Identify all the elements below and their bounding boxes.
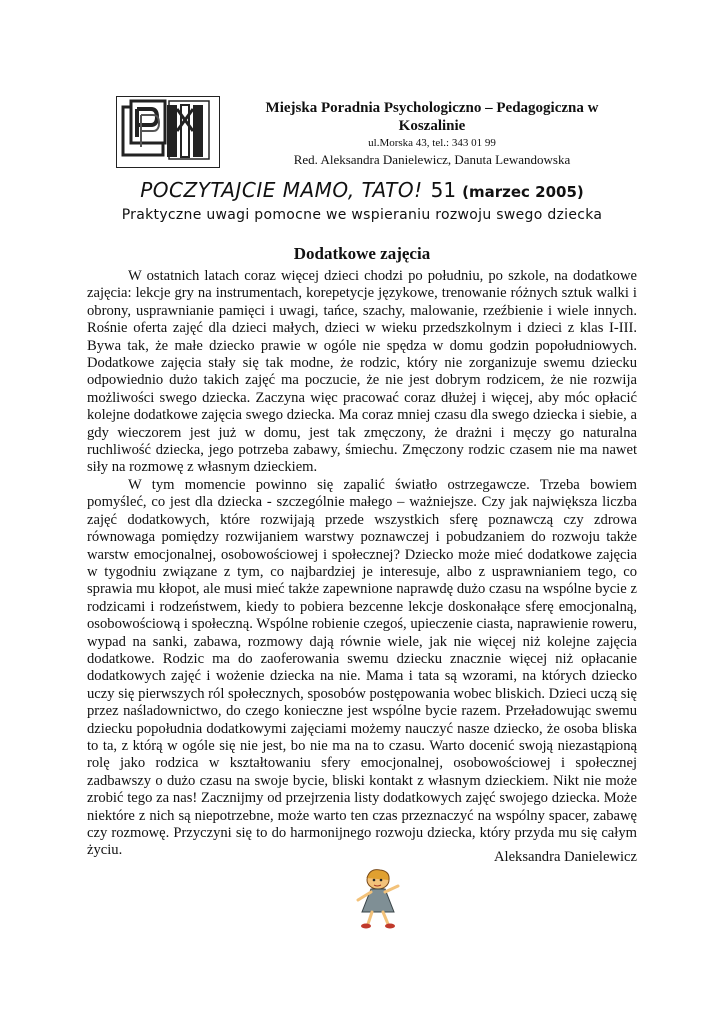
series-name: POCZYTAJCIE MAMO, TATO! bbox=[140, 178, 423, 202]
series-title bbox=[0, 178, 724, 202]
institution-name: Miejska Poradnia Psychologiczno – Pedagogiczna w Koszalinie bbox=[265, 100, 599, 134]
article-paragraph: W ostatnich latach coraz więcej dzieci chodzi po południu, po szkole, na dodatkowe zajęcia: lekcje gry na instrumentach, korepetycje językowe, trenowanie różnych sztuk walki i obrony, usprawnianie pamięci i uwagi, tańce, szachy, malowanie, rzeźbienie i wiele innych. Rośnie oferta zajęć dla dzieci małych, dzieci w wieku przedszkolnym i dzieci z klas I-III. Bywa tak, że małe dziecko prawie w ogóle nie spędza w domu godzin popołudniowych. Dodatkowe zajęcia stały się tak modne, że rodzic, który nie zorganizuje swemu dziecku odpowiednio dużo takich zajęć ma poczucie, że nie jest dobrym rodzicem, że nie rozwija możliwości swego dziecka. Zaczyna więc pracować coraz dłużej i więcej, aby móc opłacić kolejne dodatkowe zajęcia swego dziecka. Ma coraz mniej czasu dla swego dziecka i siebie, a gdy wieczorem jest już w domu, jest tak zmęczony, że drażni i męczy go naturalna ruchliwość dziecka, jego potrzeba zabawy, śmiechu. Zmęczony rodzic czasem nie ma nawet siły na rozmowę z własnym dzieckiem. bbox=[87, 268, 637, 476]
issue-number: 51 bbox=[430, 178, 457, 202]
issue-date: (marzec 2005) bbox=[462, 183, 584, 201]
girl-clipart-icon bbox=[350, 866, 406, 930]
article-author: Aleksandra Danielewicz bbox=[493, 849, 637, 865]
article-body bbox=[87, 268, 637, 860]
article-heading: Dodatkowe zajęcia bbox=[293, 244, 431, 263]
poradnia-logo-icon bbox=[117, 97, 218, 166]
letterhead bbox=[232, 99, 632, 168]
series-subtitle: Praktyczne uwagi pomocne we wspieraniu rozwoju swego dziecka bbox=[121, 207, 603, 223]
article-paragraph: W tym momencie powinno się zapalić światło ostrzegawcze. Trzeba bowiem pomyśleć, co jest dla dziecka - szczególnie małego – ważniejsze. Czy jak największa liczba zajęć dodatkowych, które rozwijają przede wszystkich sferę poznawczą czy zdrowa równowaga pomiędzy rozwijaniem warstwy poznawczej i pobudzaniem do rozwoju także warstw emocjonalnej, osobowościowej i społecznej? Dziecko może mieć dodatkowe zajęcia w tygodniu związane z tym, co najbardziej je interesuje, albo z usprawnianiem tego, co sprawia mu kłopot, ale musi mieć także zapewnione naprawdę dużo czasu na wspólne bycie z rodzicami i rodzeństwem, kiedy to pobiera bezcenne lekcje doskonałące sferę emocjonalną, osobowościową i społeczną. Wspólne robienie czegoś, upieczenie ciasta, naprawienie roweru, wypad na sanki, zabawa, rozmowy dają równie wiele, jak nie więcej niż kolejne zajęcia dodatkowe. Rodzic ma do zaoferowania swemu dziecku znacznie więcej niż opłacanie dodatkowych zajęć i wożenie dziecka na nie. Mama i tata są wzorami, na których dziecko uczy się pierwszych ról społecznych, sposobów postępowania wobec bliskich. Dzieci uczą się przez naśladownictwo, do czego konieczne jest wspólne bycie razem. Przeładowując swemu dziecku popołudnia dodatkowymi zajęciami możemy nauczyć nasze dziecko, że osoba bliska to ta, z którą w ogóle się nie jest, bo nie ma na to czasu. Warto docenić swoją niezastąpioną rolę jako rodzica w kształtowaniu sfery emocjonalnej, osobowościowej i społecznej zadbawszy o dużo czasu na swoje bycie, bliski kontakt z własnym dzieckiem. Nikt nie może zrobić tego za nas! Zacznijmy od przejrzenia listy dodatkowych zajęć swojego dziecka. Może niektóre z nich są niepotrzebne, może warto ten czas przeznaczyć na wspólny spacer, zabawę czy rozmowę. Przyczyni się to do harmonijnego rozwoju dziecka, który przyda mu się całym życiu. bbox=[87, 476, 637, 859]
editors-line: Red. Aleksandra Danielewicz, Danuta Lewandowska bbox=[293, 152, 571, 167]
institution-logo bbox=[116, 96, 220, 168]
institution-address: ul.Morska 43, tel.: 343 01 99 bbox=[368, 137, 496, 149]
